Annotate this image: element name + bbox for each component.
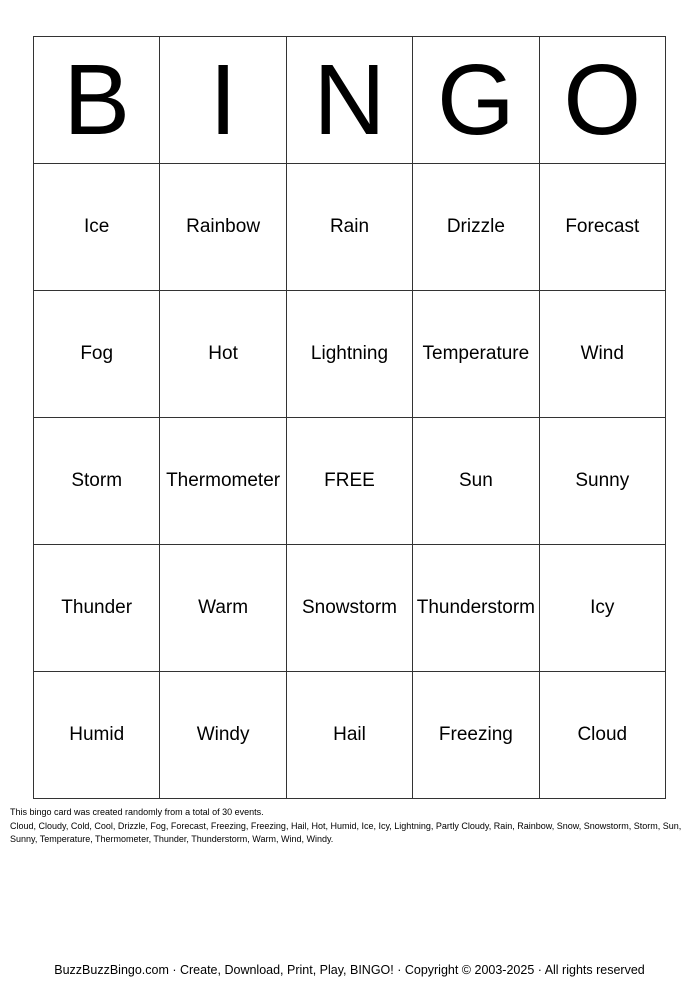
bingo-cell <box>286 291 412 418</box>
bingo-cell <box>34 164 160 291</box>
cell-label: Ice <box>84 216 110 237</box>
bingo-cell <box>413 672 539 799</box>
bingo-letter-n: N <box>286 37 412 164</box>
note-event-list: Cloud, Cloudy, Cold, Cool, Drizzle, Fog, Forecast, Freezing, Freezing, Hail, Hot, Humid, Ice, Icy, Lightning, Partly Cloudy, Rain, Rainbow, Snow, Snowstorm, Storm, Sun, Sunny, Temperature, Thermometer, Thunder, Thunderstorm, Warm, Wind, Windy. <box>10 820 682 844</box>
cell-label: Temperature <box>422 343 530 364</box>
bingo-cell <box>34 291 160 418</box>
cell-label: Forecast <box>565 216 640 237</box>
cell-label: Windy <box>196 724 250 745</box>
cell-label: Wind <box>580 343 624 364</box>
cell-label: Storm <box>71 470 123 491</box>
bingo-cell <box>539 418 665 545</box>
cell-label: Lightning <box>310 343 389 364</box>
cell-label: Cloud <box>577 724 628 745</box>
bingo-cell <box>160 545 286 672</box>
bingo-cell <box>160 164 286 291</box>
bingo-cell <box>539 164 665 291</box>
bingo-letter-o: O <box>539 37 665 164</box>
bingo-cell <box>413 545 539 672</box>
cell-label: Thermometer <box>166 470 281 491</box>
bingo-cell <box>413 418 539 545</box>
bingo-letter-b: B <box>34 37 160 164</box>
cell-label: Freezing <box>438 724 513 745</box>
bingo-row <box>34 164 666 291</box>
cell-label: Hot <box>208 343 238 364</box>
bingo-cell <box>413 291 539 418</box>
bingo-cell <box>34 545 160 672</box>
bingo-cell <box>286 164 412 291</box>
cell-label: Sun <box>458 470 493 491</box>
bingo-cell <box>160 672 286 799</box>
bingo-free-cell <box>286 418 412 545</box>
cell-label: Sunny <box>575 470 630 491</box>
footer-copyright: BuzzBuzzBingo.com · Create, Download, Print, Play, BINGO! · Copyright © 2003-2025 · All rights reserved <box>54 963 645 977</box>
bingo-cell <box>539 545 665 672</box>
cell-label: Snowstorm <box>301 597 397 618</box>
bingo-card <box>33 36 666 799</box>
cell-label: FREE <box>324 470 375 491</box>
cell-label: Thunder <box>61 597 133 618</box>
note-intro: This bingo card was created randomly from a total of 30 events. <box>10 807 264 817</box>
bingo-row <box>34 672 666 799</box>
bingo-cell <box>34 418 160 545</box>
cell-label: Humid <box>69 724 125 745</box>
cell-label: Warm <box>198 597 249 618</box>
bingo-cell <box>160 291 286 418</box>
bingo-letter-i: I <box>160 37 286 164</box>
bingo-row <box>34 545 666 672</box>
cell-label: Rainbow <box>186 216 261 237</box>
bingo-cell <box>539 291 665 418</box>
cell-label: Thunderstorm <box>416 597 535 618</box>
bingo-cell <box>34 672 160 799</box>
cell-label: Fog <box>80 343 114 364</box>
bingo-cell <box>286 545 412 672</box>
cell-label: Drizzle <box>446 216 505 237</box>
bingo-row <box>34 291 666 418</box>
bingo-letter-g: G <box>413 37 539 164</box>
cell-label: Hail <box>333 724 366 745</box>
card-note <box>10 806 690 847</box>
bingo-cell <box>413 164 539 291</box>
bingo-cell <box>539 672 665 799</box>
cell-label: Icy <box>590 597 615 618</box>
cell-label: Rain <box>329 216 370 237</box>
bingo-cell <box>286 672 412 799</box>
bingo-header-row <box>34 37 666 164</box>
bingo-cell <box>160 418 286 545</box>
bingo-row <box>34 418 666 545</box>
